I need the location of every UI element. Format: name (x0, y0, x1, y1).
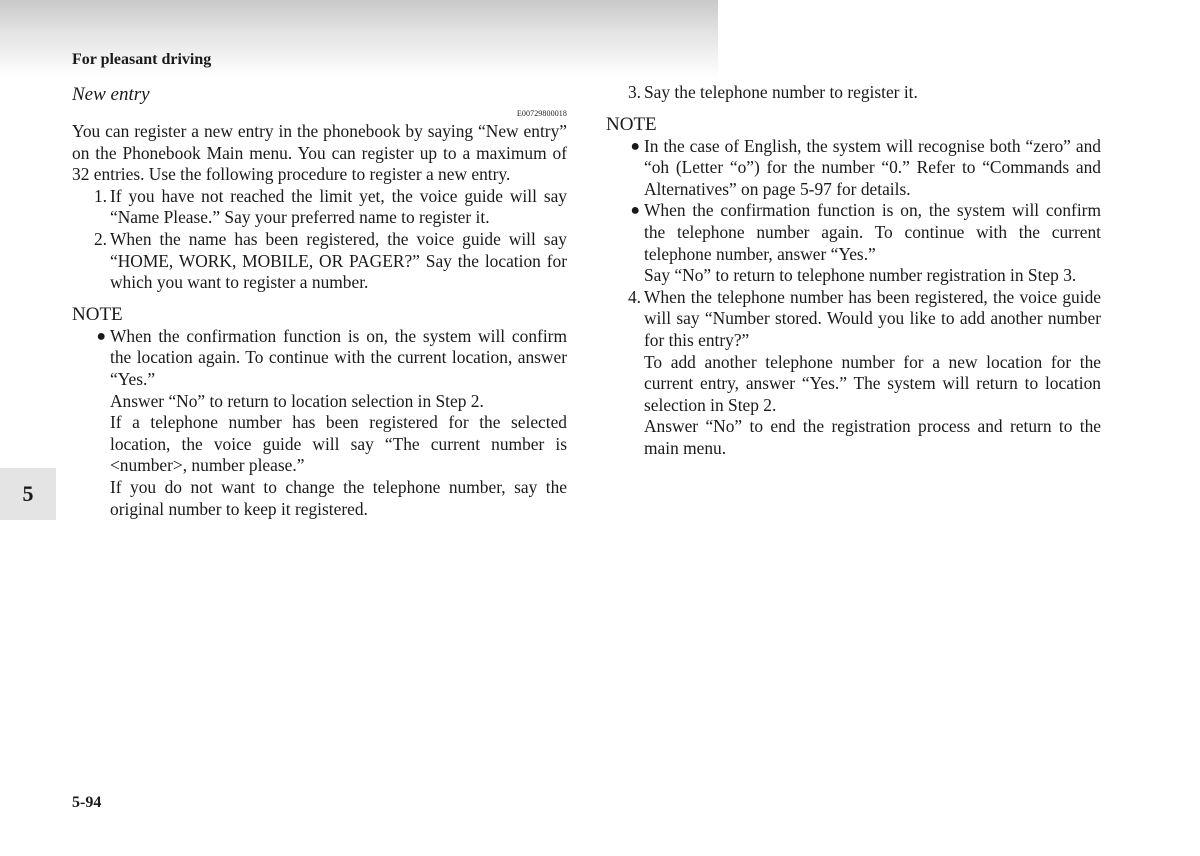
step-item (606, 287, 1101, 460)
note-paragraph: If a telephone number has been registered for the selected location, the voice guide will say “The current number is <number>, number please.” (110, 412, 567, 476)
step-number: 2. (93, 228, 107, 249)
step-number: 4. (627, 286, 641, 307)
step-text: Say the telephone number to register it. (644, 82, 918, 102)
step-paragraph: Answer “No” to end the registration process and return to the main menu. (644, 416, 1101, 458)
reference-code: E00729800018 (516, 109, 567, 118)
note-paragraph: When the confirmation function is on, the system will confirm the telephone number again. To continue with the current telephone number, answer “Yes.” (644, 200, 1101, 264)
chapter-tab: 5 (0, 468, 56, 520)
step-item (72, 229, 567, 294)
step-paragraph: When the telephone number has been registered, the voice guide will say “Number stored. Would you like to add another number for this entry?” (644, 286, 1101, 350)
subheading-new-entry: New entry (72, 84, 150, 105)
note-bullet-item (606, 136, 1101, 201)
page-number: 5-94 (72, 794, 102, 811)
step-item (606, 82, 1101, 104)
section-title: For pleasant driving (72, 51, 212, 68)
note-paragraph: In the case of English, the system will recognise both “zero” and “oh (Letter “o”) for the number “0.” Refer to “Commands and Alternatives” on page 5-97 for details. (644, 135, 1101, 199)
note-paragraph: If you do not want to change the telephone number, say the original number to keep it registered. (110, 476, 567, 519)
note-paragraph: Answer “No” to return to location selection in Step 2. (110, 390, 484, 411)
bullet-icon: ● (630, 137, 640, 155)
right-column (606, 82, 1101, 460)
step-paragraph: To add another telephone number for a new location for the current entry, answer “Yes.” The system will return to location selection in Step 2. (644, 351, 1101, 415)
step-text: When the name has been registered, the voice guide will say “HOME, WORK, MOBILE, OR PAGER?” Say the location for which you want to register a number. (110, 228, 567, 293)
step-number: 1. (93, 185, 107, 206)
step-item (72, 186, 567, 229)
step-number: 3. (627, 82, 641, 102)
intro-paragraph: You can register a new entry in the phonebook by saying “New entry” on the Phonebook Main menu. You can register up to a maximum of 32 entries. Use the following procedure to register a new entry. (72, 121, 567, 185)
note-paragraph: Say “No” to return to telephone number registration in Step 3. (644, 265, 1077, 286)
bullet-icon: ● (96, 327, 106, 345)
left-column (72, 82, 567, 520)
note-bullet-item (606, 200, 1101, 286)
note-paragraph: When the confirmation function is on, the system will confirm the location again. To continue with the current location, answer “Yes.” (110, 325, 567, 389)
bullet-icon: ● (630, 202, 640, 220)
note-heading: NOTE (606, 113, 657, 135)
step-text: If you have not reached the limit yet, the voice guide will say “Name Please.” Say your preferred name to register it. (110, 185, 567, 228)
note-bullet-item (72, 326, 567, 520)
note-heading: NOTE (72, 303, 123, 325)
